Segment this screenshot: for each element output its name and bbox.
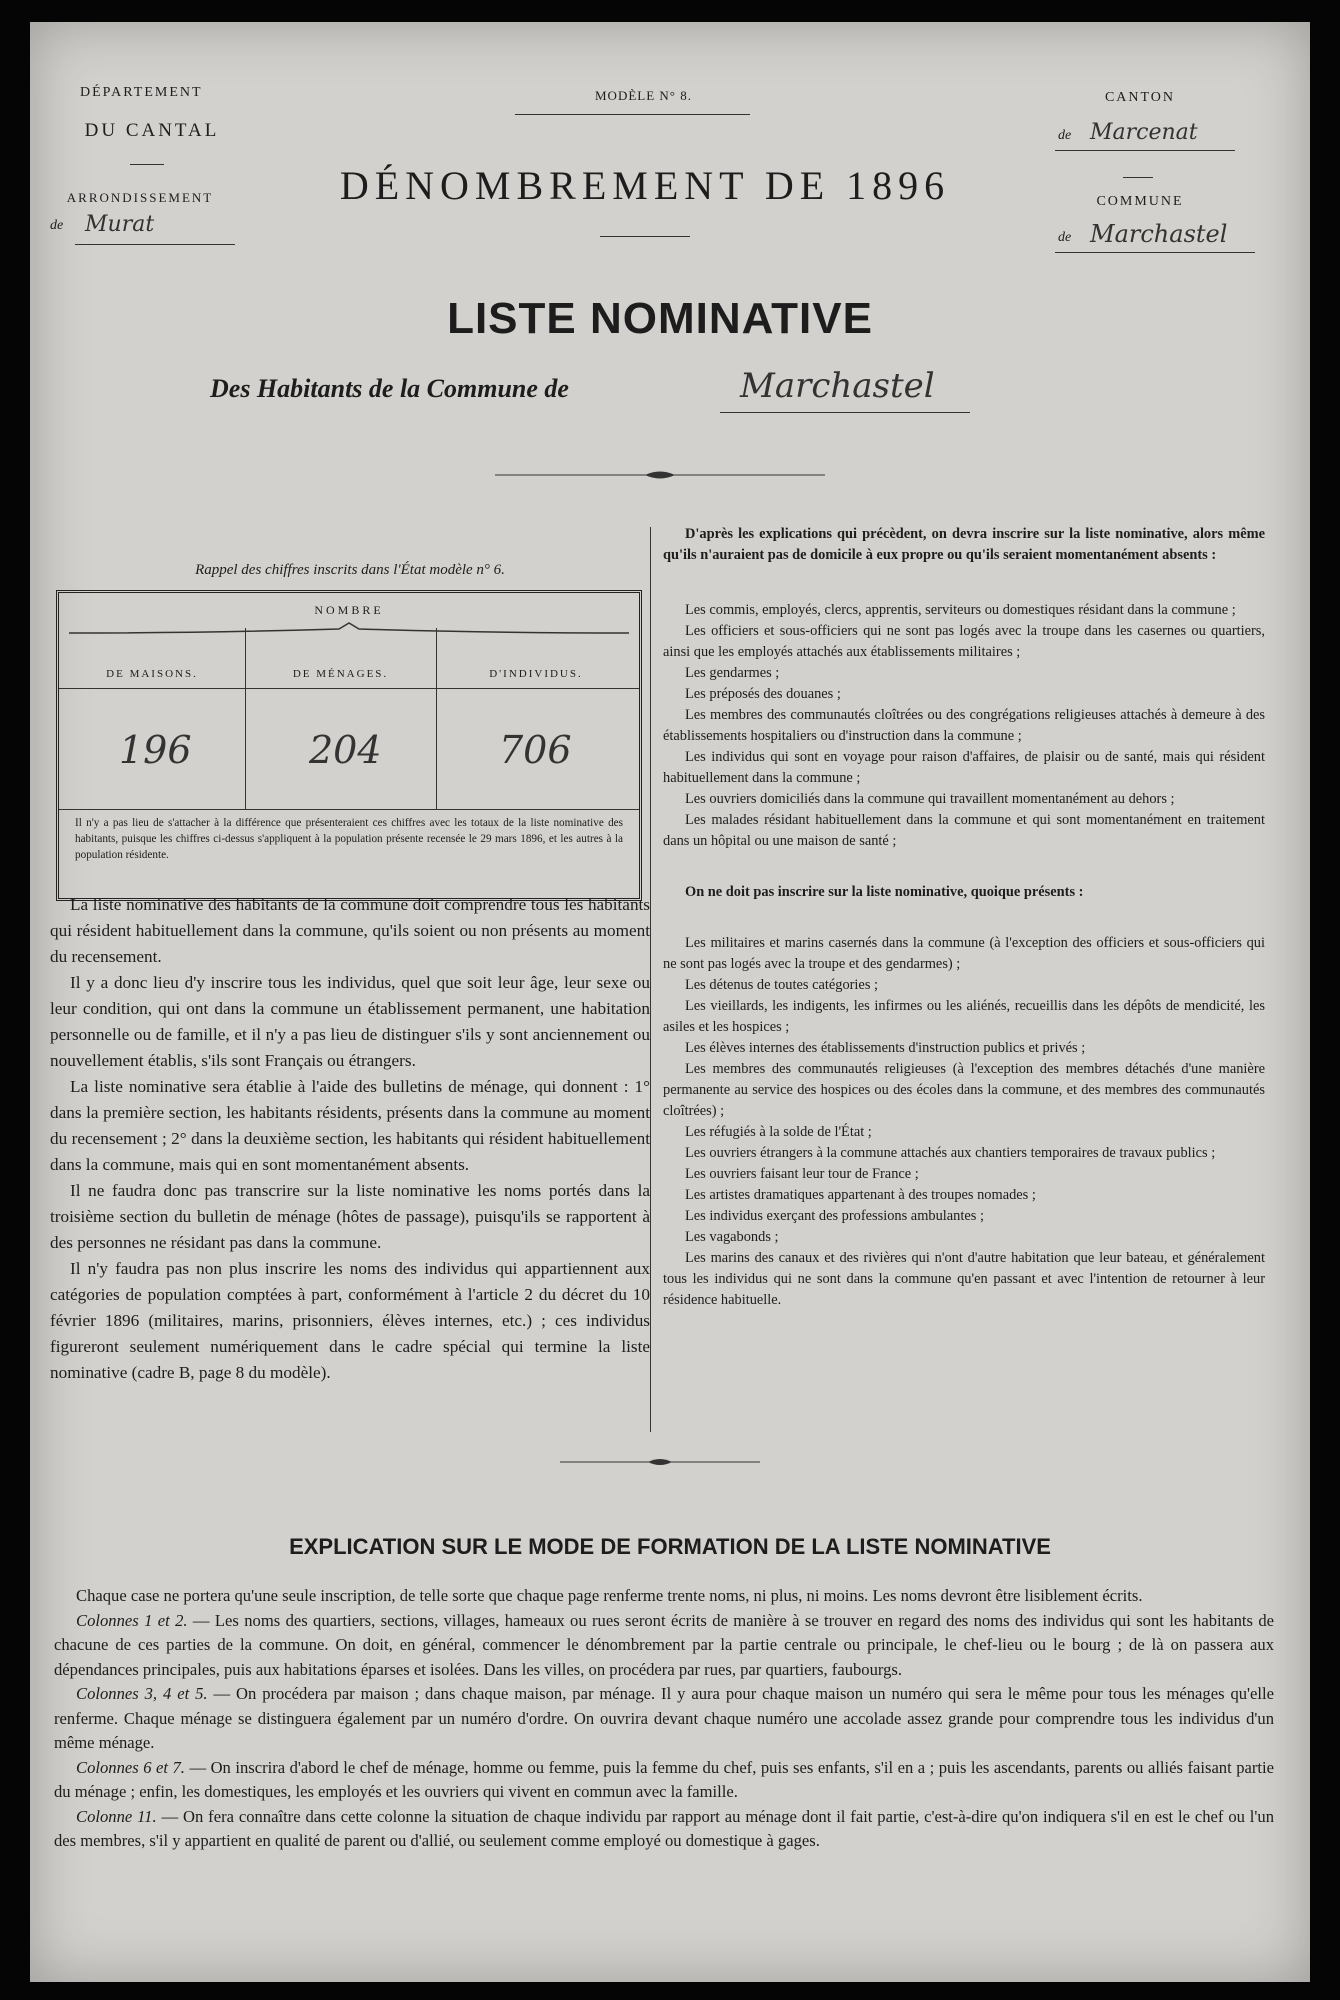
- left-paragraph: La liste nominative des habitants de la commune doit comprendre tous les habitants qui résident habituellement dans la commune, qu'ils soient ou non présents au moment du recensement.: [50, 895, 650, 966]
- exclude-item: Les ouvriers faisant leur tour de France ;: [685, 1166, 919, 1182]
- ornament-divider: [560, 1456, 760, 1468]
- explication-paragraph: [54, 1584, 1274, 1609]
- include-item: Les préposés des douanes ;: [685, 686, 841, 702]
- explication-text: — Les noms des quartiers, sections, villages, hameaux ou rues seront écrits de manière à se trouver en regard des noms des individus qui sont les habitants de chacune de ces parties de la commune. On doit, en général, commencer le dénombrement par la partie centrale ou principale, le chef-lieu ou le bourg ; de là on passera aux dépendances principales, puis aux habitations éparses et isolées. Dans les villes, on procédera par rues, par quartiers, faubourgs.: [54, 1610, 1274, 1679]
- exclude-item: Les militaires et marins casernés dans la commune (à l'exception des officiers et sous-officiers qui ne sont pas logés avec la troupe et des gendarmes) ;: [663, 935, 1265, 972]
- explication-title: EXPLICATION SUR LE MODE DE FORMATION DE LA LISTE NOMINATIVE: [289, 1534, 1051, 1559]
- header-maisons: DE MAISONS.: [106, 668, 198, 680]
- exclude-item: Les membres des communautés religieuses (à l'exception des membres détachés d'une manière permanente au service des hospices ou des écoles dans la commune, et des membres des communautés cloîtrées) ;: [663, 1061, 1265, 1119]
- left-paragraph: La liste nominative sera établie à l'aide des bulletins de ménage, qui donnent : 1° dans la première section, les habitants résidents, présents dans la commune au moment du recensement ; 2° dans la deuxième section, les habitants qui résident habituellement dans la commune, mais qui en sont momentanément absents.: [50, 1077, 650, 1174]
- explication-text: — On procédera par maison ; dans chaque maison, par ménage. Il y aura pour chaque maison un numéro qui sera le même pour tous les ménages qu'elle renferme. Chaque ménage se distinguera également par un numéro d'ordre. On ouvrira devant chaque numéro une accolade assez grande pour comprendre tous les individus d'un même ménage.: [54, 1684, 1274, 1752]
- departement-label: DÉPARTEMENT: [80, 85, 203, 100]
- column-lead: Colonnes 1 et 2.: [76, 1610, 188, 1630]
- recap-table: [56, 590, 642, 901]
- explication-text: Chaque case ne portera qu'une seule inscription, de telle sorte que chaque page renferme trente noms, ni plus, ni moins. Les noms devront être lisiblement écrits.: [76, 1586, 1143, 1605]
- explication-paragraph: [54, 1609, 1274, 1683]
- divider: [130, 164, 164, 165]
- table-divider: [436, 628, 437, 810]
- brace-ornament: [59, 621, 639, 641]
- table-divider: [245, 628, 246, 810]
- divider: [1123, 177, 1153, 178]
- recap-caption: Rappel des chiffres inscrits dans l'État modèle n° 6.: [195, 562, 505, 578]
- canton-prefix: de: [1058, 128, 1072, 143]
- right-instructions: [663, 524, 1265, 1311]
- commune-label: COMMUNE: [1096, 194, 1184, 209]
- header-menages: DE MÉNAGES.: [292, 668, 389, 680]
- arrondissement-prefix: de: [50, 218, 64, 233]
- departement-value: DU CANTAL: [84, 120, 220, 141]
- explication-paragraph: [54, 1756, 1274, 1805]
- nombre-heading: NOMBRE: [314, 603, 384, 617]
- left-instructions: [50, 892, 650, 1386]
- value-individus: 706: [499, 728, 572, 772]
- divider: [1055, 252, 1255, 253]
- header-individus: D'INDIVIDUS.: [489, 668, 583, 680]
- subtitle-handwritten: Marchastel: [740, 366, 935, 406]
- exclude-heading: On ne doit pas inscrire sur la liste nominative, quoique présents :: [685, 884, 1084, 900]
- modele-label: MODÈLE N° 8.: [595, 88, 692, 103]
- liste-title: LISTE NOMINATIVE: [447, 294, 873, 343]
- right-intro: D'après les explications qui précèdent, on devra inscrire sur la liste nominative, alors même qu'ils n'auraient pas de domicile à eux propre ou qu'ils seraient momentanément absents :: [663, 526, 1265, 563]
- canton-label: CANTON: [1104, 90, 1176, 105]
- column-lead: Colonnes 3, 4 et 5.: [76, 1684, 208, 1703]
- include-item: Les malades résidant habituellement dans la commune et qui sont momentanément en traitement dans un hôpital ou une maison de santé ;: [663, 812, 1265, 849]
- divider: [600, 236, 690, 237]
- commune-handwritten: Marchastel: [1090, 220, 1228, 248]
- include-item: Les individus qui sont en voyage pour raison d'affaires, de plaisir ou de santé, mais qui résident habituellement dans la commune ;: [663, 749, 1265, 786]
- column-divider: [650, 527, 651, 1432]
- divider: [720, 412, 970, 413]
- page-title: DÉNOMBREMENT DE 1896: [339, 163, 951, 208]
- arrondissement-handwritten: Murat: [85, 212, 155, 237]
- explication-text: — On inscrira d'abord le chef de ménage, homme ou femme, puis la femme du chef, puis ses enfants, s'il en a ; puis les ascendants, parents ou alliés faisant partie du ménage ; enfin, les domestiques, les employés et les ouvriers qui vivent en commun avec la famille.: [54, 1757, 1274, 1801]
- exclude-item: Les individus exerçant des professions ambulantes ;: [685, 1208, 984, 1224]
- arrondissement-label: ARRONDISSEMENT: [66, 190, 214, 205]
- left-paragraph: Il n'y faudra pas non plus inscrire les noms des individus qui appartiennent aux catégories de population comptées à part, conformément à l'article 2 du décret du 10 février 1896 (militaires, marins, prisonniers, élèves internes, etc.) ; ces individus figureront seulement numériquement dans le cadre spécial qui termine la liste nominative (cadre B, page 8 du modèle).: [50, 1259, 650, 1382]
- exclude-item: Les artistes dramatiques appartenant à des troupes nomades ;: [685, 1187, 1036, 1203]
- recap-note: Il n'y a pas lieu de s'attacher à la différence que présenteraient ces chiffres avec les totaux de la liste nominative des habitants, puisque les chiffres ci-dessus s'appliquent à la population présente recensée le 29 mars 1896, et les autres à la population résidente.: [75, 817, 623, 861]
- explication-text: — On fera connaître dans cette colonne la situation de chaque individu par rapport au ménage dont il fait partie, c'est-à-dire qu'on indiquera s'il en est le chef ou l'un des membres, s'il y appartient en qualité de parent ou d'allié, ou seulement comme employé ou domestique à gages.: [54, 1806, 1274, 1850]
- explication-paragraph: [54, 1805, 1274, 1854]
- exclude-item: Les vagabonds ;: [685, 1229, 779, 1245]
- value-menages: 204: [309, 728, 382, 772]
- table-rule: [59, 688, 639, 689]
- exclude-item: Les vieillards, les indigents, les infirmes ou les aliénés, recueillis dans les dépôts de mendicité, les asiles et les hospices ;: [663, 998, 1265, 1035]
- include-item: Les membres des communautés cloîtrées ou des congrégations religieuses attachés à demeure à des établissements hospitaliers ou d'instruction dans la commune ;: [663, 707, 1265, 744]
- subtitle-prefix: Des Habitants de la Commune de: [210, 374, 569, 403]
- divider: [75, 244, 235, 245]
- include-item: Les officiers et sous-officiers qui ne sont pas logés avec la troupe dans les casernes ou quartiers, ainsi que les employés attachés aux établissements militaires ;: [663, 623, 1265, 660]
- divider: [1055, 150, 1235, 151]
- column-lead: Colonne 11.: [76, 1806, 157, 1826]
- value-maisons: 196: [119, 728, 192, 772]
- left-paragraph: Il y a donc lieu d'y inscrire tous les individus, quel que soit leur âge, leur sexe ou leur condition, qui ont dans la commune un établissement permanent, une habitation personnelle ou de famille, et il n'y a pas lieu de distinguer s'ils y sont anciennement ou nouvellement établis, s'ils sont Français ou étrangers.: [50, 973, 650, 1070]
- canton-handwritten: Marcenat: [1090, 120, 1198, 145]
- exclude-item: Les ouvriers étrangers à la commune attachés aux chantiers temporaires de travaux publics ;: [685, 1145, 1216, 1161]
- document-page: [30, 22, 1310, 1982]
- include-item: Les commis, employés, clercs, apprentis, serviteurs ou domestiques résidant dans la commune ;: [685, 602, 1236, 618]
- exclude-item: Les réfugiés à la solde de l'État ;: [685, 1124, 872, 1140]
- left-paragraph: Il ne faudra donc pas transcrire sur la liste nominative les noms portés dans la troisième section du bulletin de ménage (hôtes de passage), puisqu'ils se rapportent à des personnes ne résidant pas dans la commune.: [50, 1181, 650, 1252]
- exclude-item: Les élèves internes des établissements d'instruction publics et privés ;: [685, 1040, 1086, 1056]
- explication-body: [54, 1584, 1274, 1854]
- include-item: Les gendarmes ;: [685, 665, 780, 681]
- include-item: Les ouvriers domiciliés dans la commune qui travaillent momentanément au dehors ;: [685, 791, 1175, 807]
- column-lead: Colonnes 6 et 7.: [76, 1757, 185, 1777]
- exclude-item: Les détenus de toutes catégories ;: [685, 977, 879, 993]
- commune-prefix: de: [1058, 230, 1072, 245]
- explication-paragraph: [54, 1682, 1274, 1756]
- table-rule: [59, 809, 639, 810]
- ornament-divider: [495, 468, 825, 482]
- divider: [515, 114, 750, 115]
- exclude-item: Les marins des canaux et des rivières qui n'ont d'autre habitation que leur bateau, et généralement tous les individus qui ne sont dans la commune qu'en passant et avec l'intention de retourner à leur résidence habituelle.: [663, 1250, 1265, 1308]
